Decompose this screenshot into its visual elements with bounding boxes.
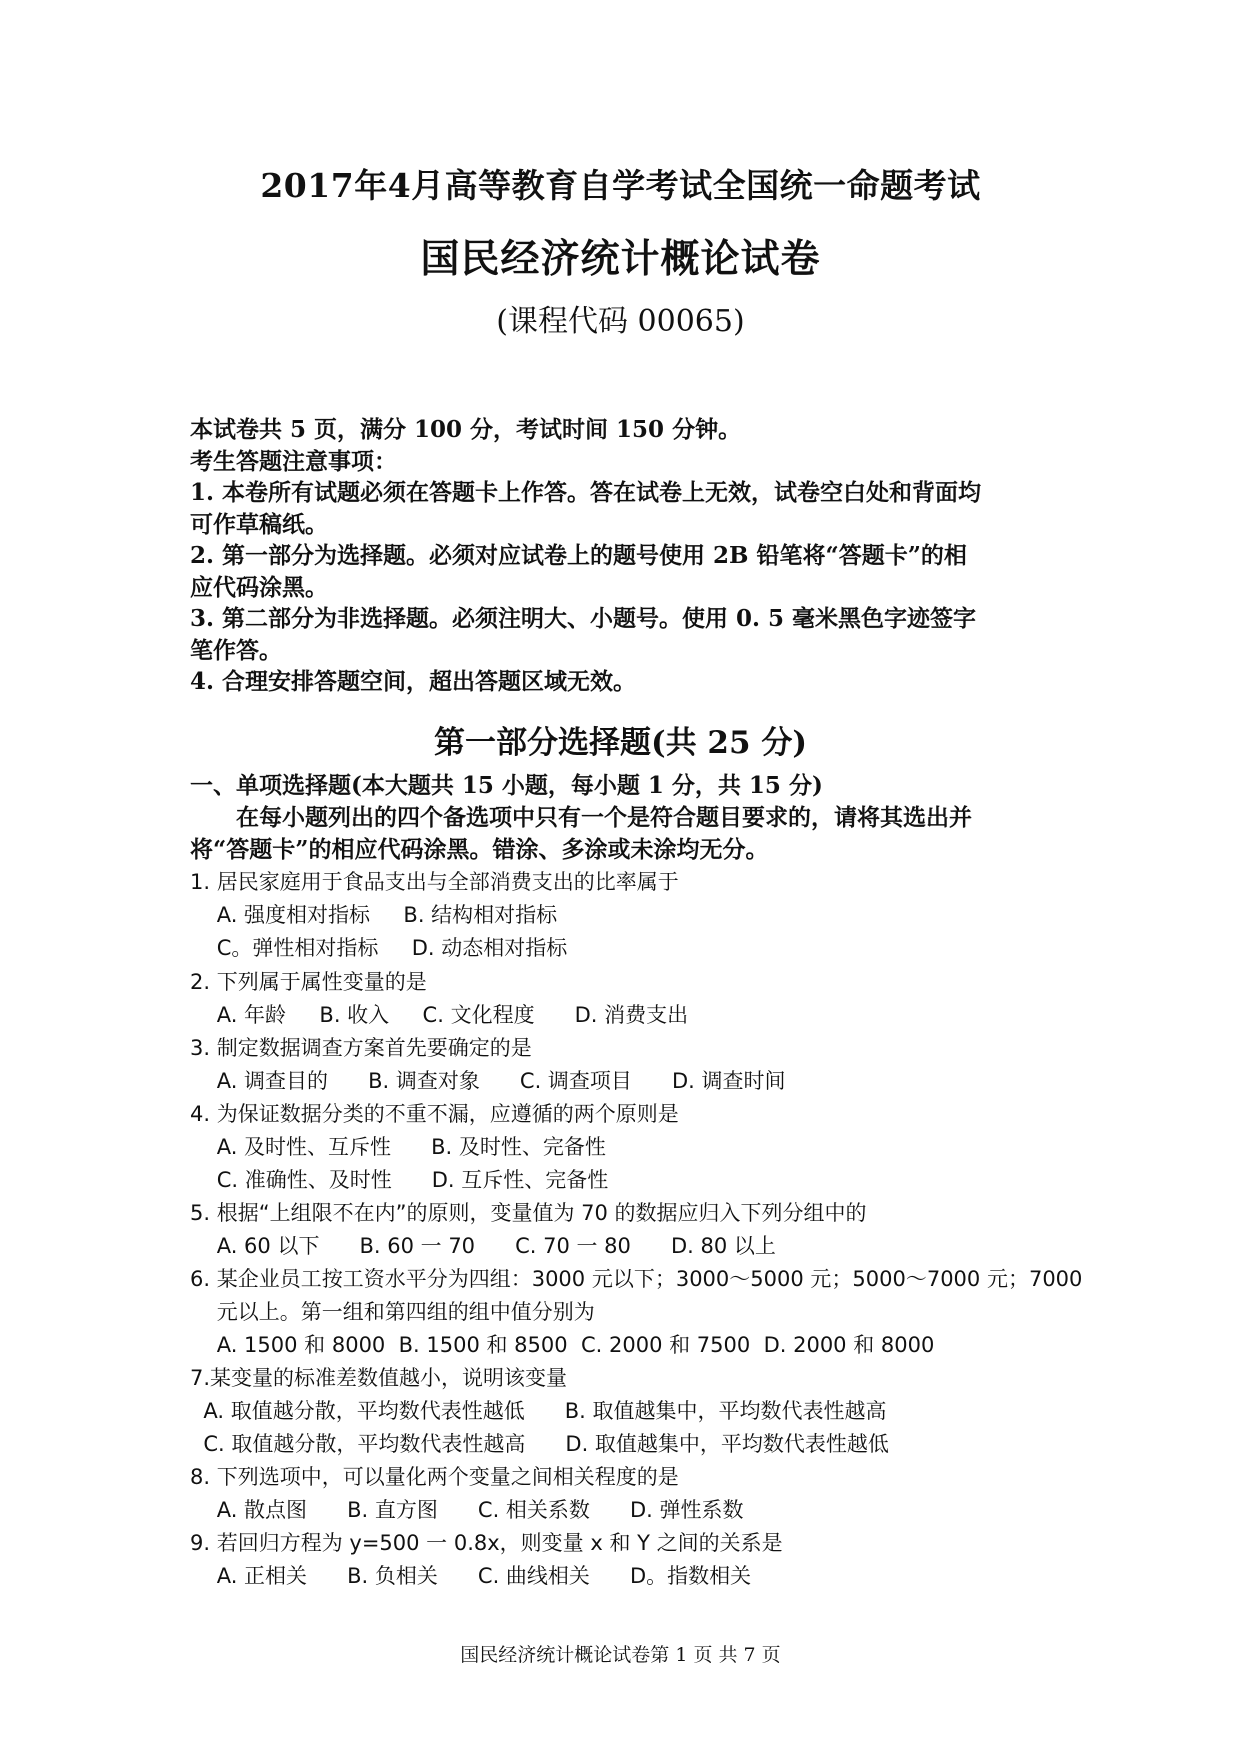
exam-notice: [190, 414, 1070, 698]
page-footer: 国民经济统计概论试卷第 1 页 共 7 页: [460, 1644, 781, 1666]
question-options: A. 60 以下 B. 60 一 70 C. 70 一 80 D. 80 以上: [190, 1234, 776, 1258]
question-options: A. 强度相对指标 B. 结构相对指标: [190, 903, 558, 927]
question-stem: 7.某变量的标准差数值越小，说明该变量: [190, 1366, 568, 1390]
question-stem: 9. 若回归方程为 y=500 一 0.8x，则变量 x 和 Y 之间的关系是: [190, 1531, 783, 1555]
notice-line: 笔作答。: [190, 636, 282, 664]
part-instruction: 将“答题卡”的相应代码涂黑。错涂、多涂或未涂均无分。: [190, 836, 769, 863]
question-options: A. 取值越分散，平均数代表性越低 B. 取值越集中，平均数代表性越高: [190, 1399, 887, 1423]
exam-title: 2017年4月高等教育自学考试全国统一命题考试: [260, 166, 981, 205]
question-stem: 1. 居民家庭用于食品支出与全部消费支出的比率属于: [190, 870, 679, 894]
question-stem: 3. 制定数据调查方案首先要确定的是: [190, 1036, 532, 1060]
question-stem: 4. 为保证数据分类的不重不漏，应遵循的两个原则是: [190, 1102, 679, 1126]
notice-line: 1. 本卷所有试题必须在答题卡上作答。答在试卷上无效，试卷空白处和背面均: [190, 479, 982, 506]
part-instruction: 在每小题列出的四个备选项中只有一个是符合题目要求的，请将其选出并: [236, 804, 972, 831]
notice-line: 4. 合理安排答题空间，超出答题区域无效。: [190, 668, 637, 695]
part-header: [190, 770, 1070, 866]
question-stem: 5. 根据“上组限不在内”的原则，变量值为 70 的数据应归入下列分组中的: [190, 1201, 867, 1225]
question-options: C。弹性相对指标 D. 动态相对指标: [190, 936, 568, 960]
question-options: A. 散点图 B. 直方图 C. 相关系数 D. 弹性系数: [190, 1498, 744, 1522]
question-stem: 8. 下列选项中，可以量化两个变量之间相关程度的是: [190, 1465, 679, 1489]
notice-line: 考生答题注意事项：: [190, 447, 397, 475]
notice-line: 本试卷共 5 页，满分 100 分，考试时间 150 分钟。: [190, 416, 742, 443]
notice-line: 3. 第二部分为非选择题。必须注明大、小题号。使用 0. 5 毫米黑色字迹签字: [190, 605, 977, 632]
notice-line: 应代码涂黑。: [190, 573, 328, 601]
question-options: 元以上。第一组和第四组的组中值分别为: [190, 1300, 595, 1324]
question-options: A. 1500 和 8000 B. 1500 和 8500 C. 2000 和 7500 D. 2000 和 8000: [190, 1333, 935, 1357]
question-options: C. 准确性、及时性 D. 互斥性、完备性: [190, 1168, 609, 1192]
notice-line: 可作草稿纸。: [190, 510, 328, 538]
question-options: A. 及时性、互斥性 B. 及时性、完备性: [190, 1135, 606, 1159]
question-stem: 2. 下列属于属性变量的是: [190, 970, 427, 994]
question-options: A. 年龄 B. 收入 C. 文化程度 D. 消费支出: [190, 1003, 689, 1027]
course-code: (课程代码 00065): [496, 304, 745, 339]
question-options: A. 调查目的 B. 调查对象 C. 调查项目 D. 调查时间: [190, 1069, 786, 1093]
paper-title: 国民经济统计概论试卷: [420, 236, 821, 282]
question-options: A. 正相关 B. 负相关 C. 曲线相关 D。指数相关: [190, 1564, 752, 1588]
part-heading: 一、单项选择题(本大题共 15 小题，每小题 1 分，共 15 分): [190, 772, 823, 799]
notice-line: 2. 第一部分为选择题。必须对应试卷上的题号使用 2B 铅笔将“答题卡”的相: [190, 542, 967, 569]
question-stem: 6. 某企业员工按工资水平分为四组：3000 元以下；3000～5000 元；5000～7000 元；7000: [190, 1267, 1083, 1291]
question-options: C. 取值越分散，平均数代表性越高 D. 取值越集中，平均数代表性越低: [190, 1432, 889, 1456]
section-title: 第一部分选择题(共 25 分): [433, 725, 808, 761]
